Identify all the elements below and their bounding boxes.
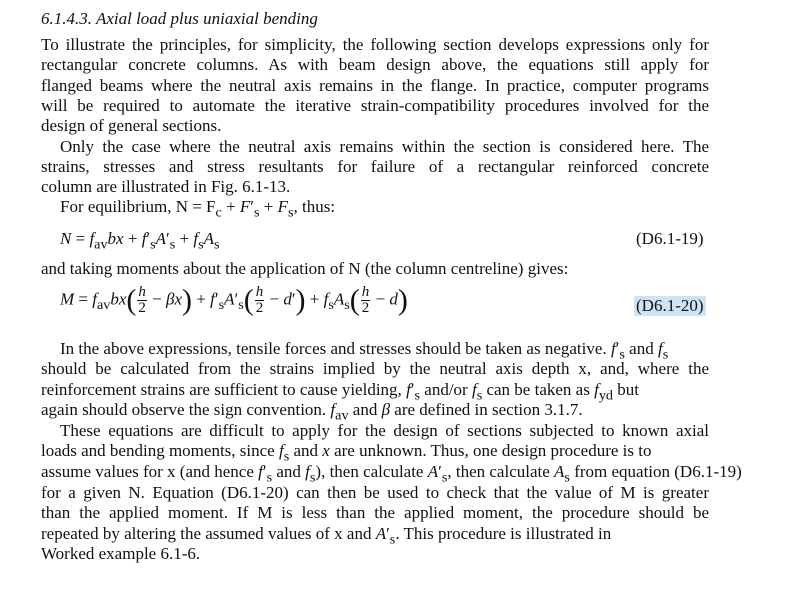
paragraph-line: for a given N. Equation (D6.1-20) can then be used to check that the value of M is greater bbox=[41, 483, 709, 502]
paragraph-line: should be calculated from the strains implied by the neutral axis depth x, and, where the bbox=[41, 359, 709, 378]
paragraph-line: design of general sections. bbox=[41, 116, 222, 135]
paragraph-line: than the applied moment. If M is less than the applied moment, the procedure should be bbox=[41, 503, 709, 522]
section-heading: 6.1.4.3. Axial load plus uniaxial bending bbox=[41, 9, 318, 28]
paragraph-line: rectangular concrete columns. As with beam design above, the equations still apply for bbox=[41, 55, 709, 74]
paragraph-line: assume values for x (and hence $f'_s$ and $f_s$), then calculate $A'_s$, then calculate $A_s$ from equation (D6.1-19) bbox=[41, 462, 742, 486]
paragraph-line: column are illustrated in Fig. 6.1-13. bbox=[41, 177, 291, 196]
paragraph-line: repeated by altering the assumed values of x and $A'_s$. This procedure is illustrated in bbox=[41, 524, 612, 548]
equilibrium-intro: For equilibrium, $N = F_c + F'_s + F_s$, thus: bbox=[60, 197, 336, 221]
equation-d6-1-20: $M = f_{av}bx$( $\frac{h}{2}$ − $\beta x) + f'_sA'_s$( $\frac{h}{2}$ − $d') + f_sA_s$( $\frac{h}{2}$ − d) bbox=[60, 283, 408, 317]
equation-number: (D6.1-20) bbox=[636, 296, 704, 315]
paragraph-line: will be required to automate the iterative strain-compatibility procedures involved for the bbox=[41, 96, 709, 115]
paragraph-line: strains, stresses and stress resultants for failure of a rectangular reinforced concrete bbox=[41, 157, 709, 176]
paragraph-line: These equations are difficult to apply for the design of sections subjected to known axial bbox=[60, 421, 709, 440]
paragraph-line: reinforcement strains are sufficient to cause yielding, $f'_s$ and/or $f_s$ can be taken as $f_{yd}$ but bbox=[41, 380, 639, 404]
paragraph-line: and taking moments about the application of N (the column centreline) gives: bbox=[41, 259, 569, 278]
equation-number: (D6.1-19) bbox=[636, 229, 704, 248]
paragraph-line: To illustrate the principles, for simplicity, the following section develops expressions only for bbox=[41, 35, 709, 54]
paragraph-line: In the above expressions, tensile forces and stresses should be taken as negative. $f'_s$ and $f_s$ bbox=[60, 339, 669, 363]
paragraph-line: Worked example 6.1-6. bbox=[41, 544, 201, 563]
paragraph-line: flanged beams where the neutral axis remains in the flange. In practice, computer programs bbox=[41, 76, 709, 95]
equation-d6-1-19: $N = f_{av}bx + f'_sA'_s + f_sA_s$ bbox=[60, 229, 220, 253]
paragraph-line: Only the case where the neutral axis remains within the section is considered here. The bbox=[60, 137, 709, 156]
paragraph-line: again should observe the sign convention. $f_{av}$ and β are defined in section 3.1.7. bbox=[41, 400, 583, 424]
paragraph-line: loads and bending moments, since $f_s$ and x are unknown. Thus, one design procedure is to bbox=[41, 441, 652, 465]
